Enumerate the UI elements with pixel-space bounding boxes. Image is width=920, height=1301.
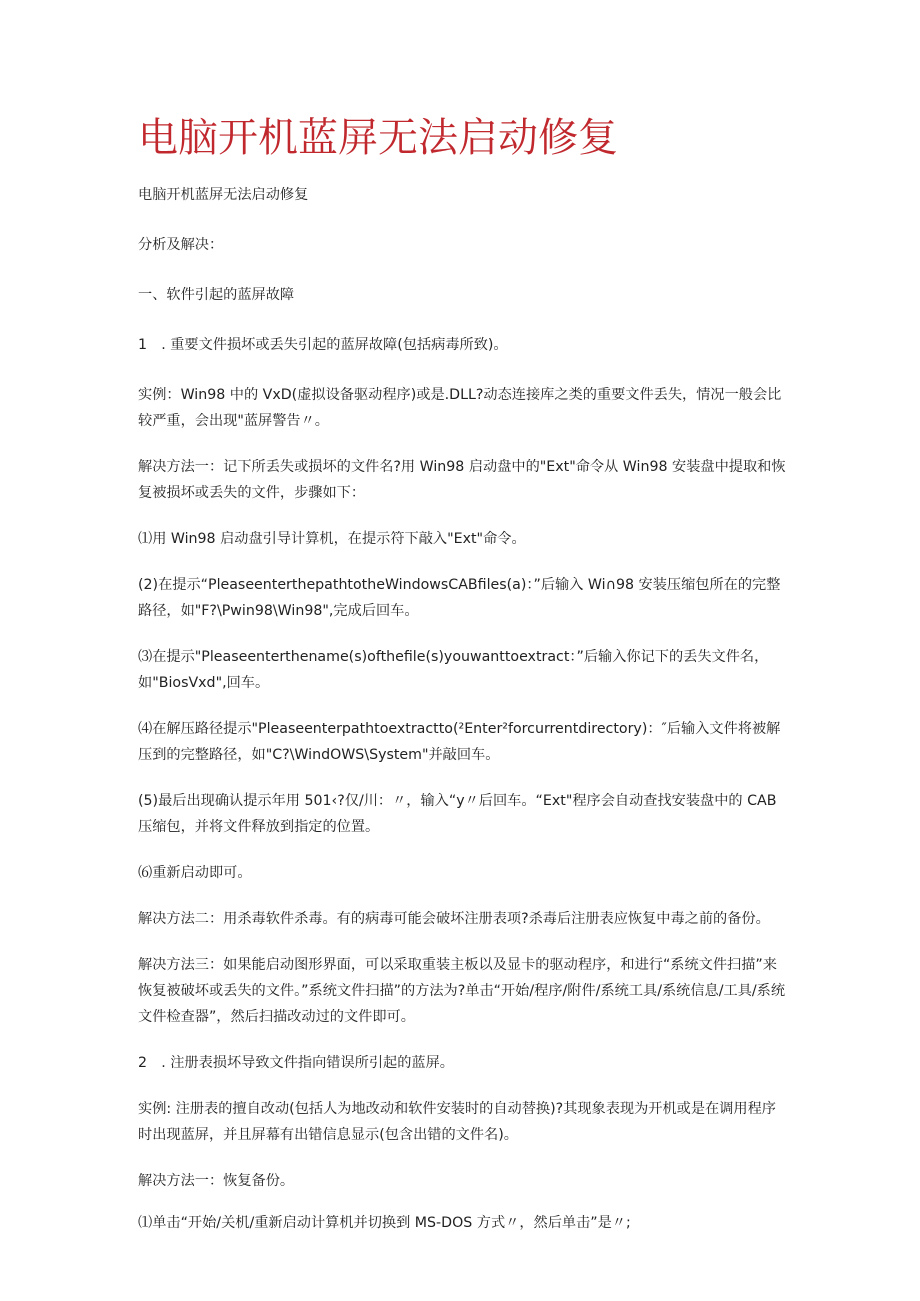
paragraph-solution-2: 解决方法二：用杀毒软件杀毒。有的病毒可能会破坏注册表项?杀毒后注册表应恢复中毒之前的备份。 <box>138 911 770 927</box>
document-body <box>138 180 788 1236</box>
paragraph-item-1: 1 . 重要文件损坏或丢失引起的蓝屏故障(包括病毒所致)。 <box>138 337 508 353</box>
paragraph-step-4: ⑷在解压路径提示"Pleaseenterpathtoextractto(²Enter²forcurrentdirectory)：″后输入文件将被解压到的完整路径，如"C?\WindOWS\System"并敲回车。 <box>138 721 781 763</box>
paragraph-example-1: 实例：Win98 中的 VxD(虚拟设备驱动程序)或是.DLL?动态连接库之类的重要文件丢失，情况一般会比较严重，会出现"蓝屏警告〃。 <box>138 387 782 429</box>
paragraph-step-1: ⑴用 Win98 启动盘引导计算机，在提示符下敲入"Ext"命令。 <box>138 531 526 547</box>
paragraph-solution-3: 解决方法三：如果能启动图形界面，可以采取重装主板以及显卡的驱动程序，和进行“系统文件扫描”来恢复被破坏或丢失的文件。”系统文件扫描”的方法为?单击“开始/程序/附件/系统工具/系统信息/工具/系统文件检查器”，然后扫描改动过的文件即可。 <box>138 957 786 1025</box>
paragraph-item-2: 2 . 注册表损坏导致文件指向错误所引起的蓝屏。 <box>138 1055 454 1071</box>
paragraph-subtitle: 电脑开机蓝屏无法启动修复 <box>138 187 309 203</box>
section-heading-software: 一、软件引起的蓝屏故障 <box>138 287 295 303</box>
paragraph-step-6: ⑹重新启动即可。 <box>138 865 252 881</box>
paragraph-step-2: (2)在提示“PleaseenterthepathtotheWindowsCABfiles(a)：”后输入 Wi∩98 安装压缩包所在的完整路径，如"F?\Pwin98\Win98",完成后回车。 <box>138 577 781 619</box>
paragraph-restore-step-1: ⑴单击“开始/关机/重新启动计算机并切换到 MS-DOS 方式〃，然后单击”是〃; <box>138 1215 631 1231</box>
document-title: 电脑开机蓝屏无法启动修复 <box>138 115 618 161</box>
paragraph-solution-restore: 解决方法一：恢复备份。 <box>138 1173 295 1189</box>
paragraph-step-5: (5)最后出现确认提示年用 501‹?仅/川：〃，输入“y〃后回车。“Ext"程序会自动查找安装盘中的 CAB 压缩包，并将文件释放到指定的位置。 <box>138 793 777 835</box>
paragraph-step-3: ⑶在提示"Pleaseenterthename(s)ofthefile(s)youwanttoextract：”后输入你记下的丢失文件名，如"BiosVxd",回车。 <box>138 649 769 691</box>
paragraph-solution-1: 解决方法一：记下所丢失或损坏的文件名?用 Win98 启动盘中的"Ext"命令从 Win98 安装盘中提取和恢复被损坏或丢失的文件，步骤如下： <box>138 459 786 501</box>
paragraph-analysis-heading: 分析及解决： <box>138 237 224 253</box>
paragraph-example-2: 实例: 注册表的擅自改动(包括人为地改动和软件安装时的自动替换)?其现象表现为开机或是在调用程序时出现蓝屏，并且屏幕有出错信息显示(包含出错的文件名)。 <box>138 1101 776 1143</box>
